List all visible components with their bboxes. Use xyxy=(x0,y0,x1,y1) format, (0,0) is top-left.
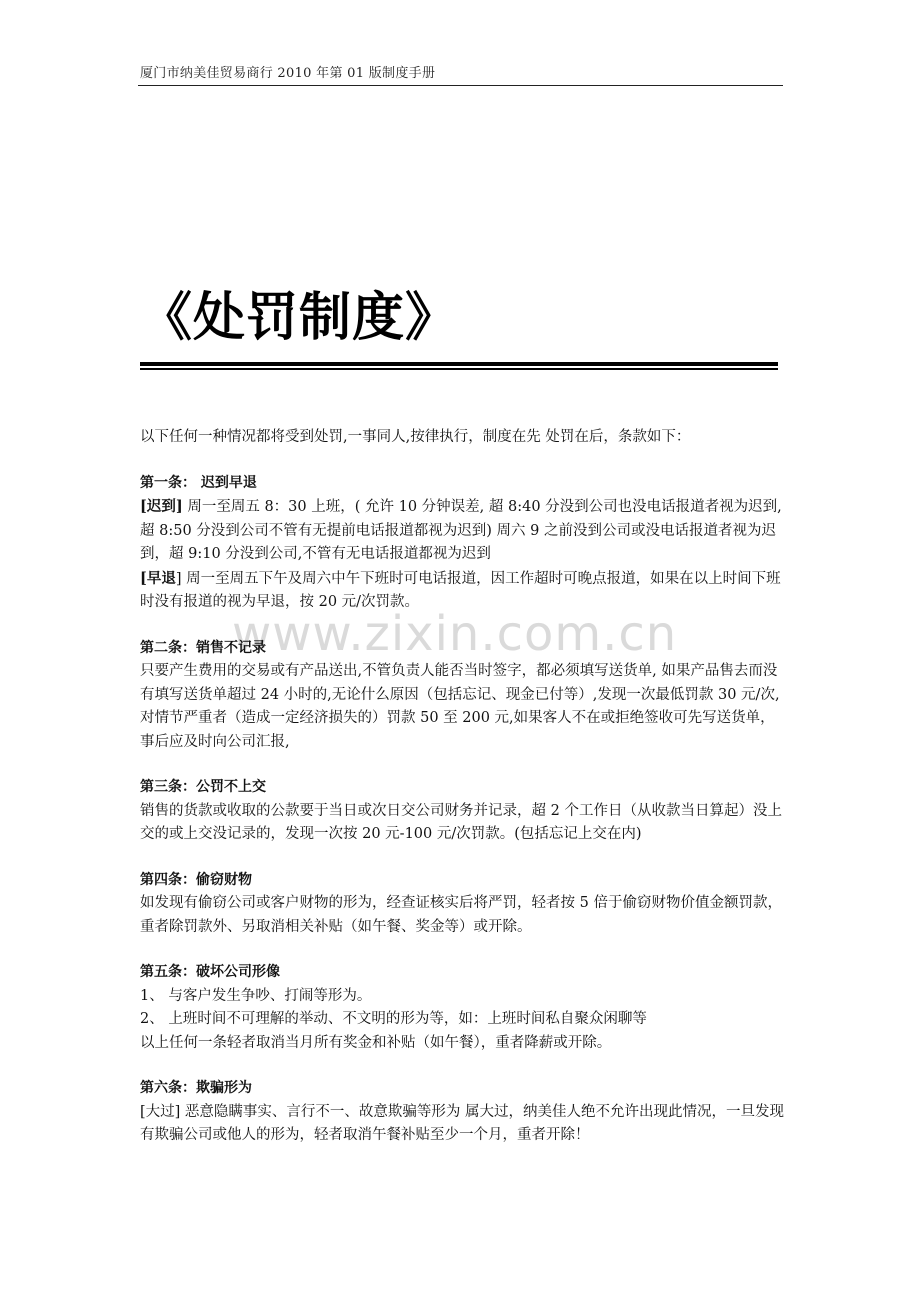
section-paragraph: 只要产生费用的交易或有产品送出,不管负责人能否当时签字，都必须填写送货单, 如果产品售去而没有填写送货单超过 24 小时的,无论什么原因（包括忘记、现金已付等）,发现一次最低罚款 30 元/次,对情节严重者（造成一定经济损失的）罚款 50 至 200 元,如果客人不在或拒绝签收可先写送货单，事后应及时向公司汇报, xyxy=(140,663,780,750)
list-item: 2、 上班时间不可理解的举动、不文明的形为等，如：上班时间私自聚众闲聊等 xyxy=(140,1011,647,1027)
document-body xyxy=(140,426,785,1170)
section-paragraph xyxy=(140,567,785,615)
list-item: 1、 与客户发生争吵、打闹等形为。 xyxy=(140,987,372,1004)
document-title: 《处罚制度》 xyxy=(140,288,459,348)
section-paragraph: [大过] 恶意隐瞒事实、言行不一、故意欺骗等形为 属大过，纳美佳人绝不允许出现此情况，一旦发现有欺骗公司或他人的形为，轻者取消午餐补贴至少一个月，重者开除！ xyxy=(140,1103,785,1143)
intro-paragraph: 以下任何一种情况都将受到处罚,一事同人,按律执行，制度在先 处罚在后，条款如下： xyxy=(140,429,691,445)
section-heading: 第三条：公罚不上交 xyxy=(140,779,266,795)
clause-tag: [早退 xyxy=(140,569,176,587)
header-divider xyxy=(138,85,783,86)
page-header: 厦门市纳美佳贸易商行 2010 年第 01 版制度手册 xyxy=(140,66,436,81)
title-divider-thick xyxy=(140,362,778,366)
section-paragraph: 销售的货款或收取的公款要于当日或次日交公司财务并记录，超 2 个工作日（从收款当日算起）没上交的或上交没记录的，发现一次按 20 元-100 元/次罚款。(包括忘记上交在内) xyxy=(140,802,782,842)
clause-text: 周一至周五 8：30 上班，( 允许 10 分钟误差, 超 8:40 分没到公司也没电话报道者视为迟到,超 8:50 分没到公司不管有无提前电话报道都视为迟到) 周六 9 之前没到公司或没电话报道者视为迟到，超 9:10 分没到公司,不管有无电话报道都视为迟到 xyxy=(140,499,782,562)
section-heading: 第四条：偷窃财物 xyxy=(140,871,252,888)
clause-text: 周一至周五下午及周六中午下班时可电话报道，因工作超时可晚点报道，如果在以上时间下班时没有报道的视为早退，按 20 元/次罚款。 xyxy=(140,570,781,610)
clause-tag-bracket: ] xyxy=(175,570,182,587)
section-heading: 第五条：破坏公司形像 xyxy=(140,964,280,980)
section-heading: 第六条：欺骗形为 xyxy=(140,1080,252,1096)
section-5 xyxy=(140,961,785,1055)
section-paragraph: 以上任何一条轻者取消当月所有奖金和补贴（如午餐），重者降薪或开除。 xyxy=(140,1034,612,1051)
section-heading: 第二条：销售不记录 xyxy=(140,639,266,656)
section-heading: 第一条： 迟到早退 xyxy=(140,474,257,491)
section-paragraph: 如发现有偷窃公司或客户财物的形为，经查证核实后将严罚，轻者按 5 倍于偷窃财物价值金额罚款，重者除罚款外、另取消相关补贴（如午餐、奖金等）或开除。 xyxy=(140,895,782,935)
section-4 xyxy=(140,869,785,940)
section-paragraph xyxy=(140,495,785,567)
clause-tag: [迟到] xyxy=(140,498,183,515)
section-1 xyxy=(140,472,785,615)
section-6 xyxy=(140,1077,785,1148)
section-3 xyxy=(140,776,785,847)
section-2 xyxy=(140,637,785,755)
watermark: www.zixin.com.cn xyxy=(232,606,678,662)
title-divider-thin xyxy=(140,368,778,370)
